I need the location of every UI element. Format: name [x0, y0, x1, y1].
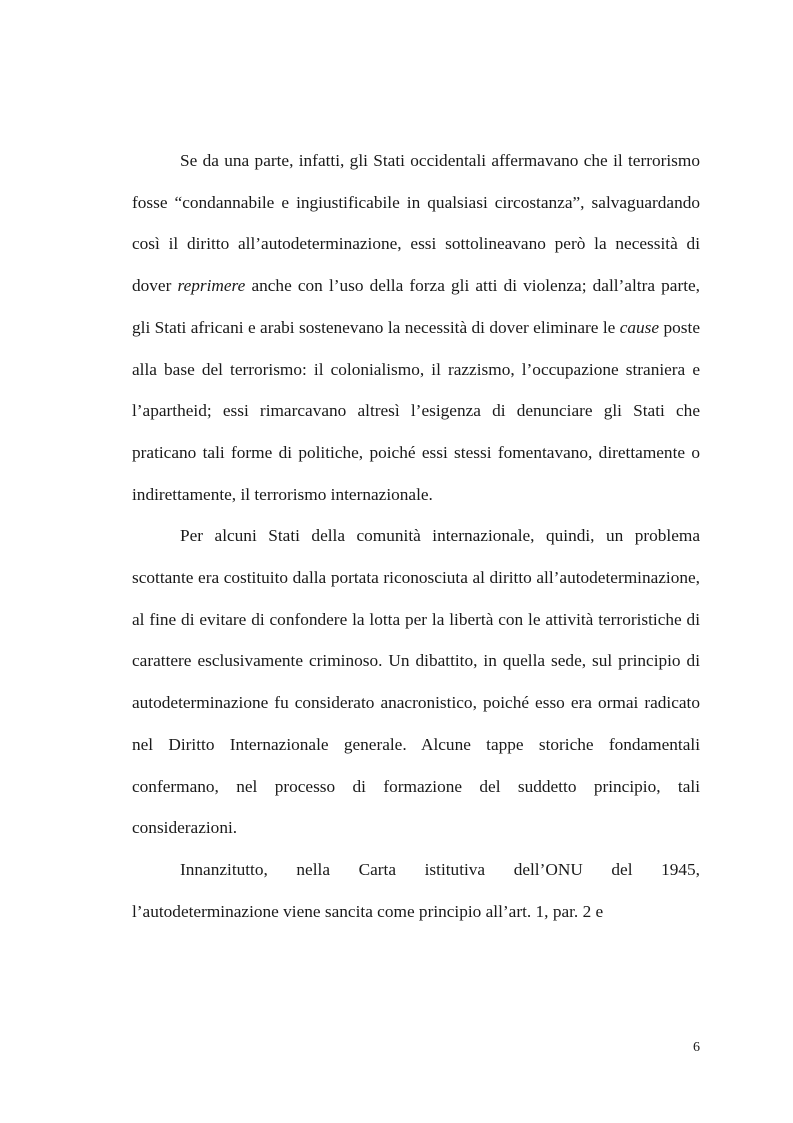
page-number: 6 — [693, 1040, 700, 1055]
paragraph — [132, 140, 700, 515]
text-run: anche con l’uso della forza gli atti di violenza; dall’altra parte, gli Stati africani e arabi sostenevano la necessità di dover eliminare le — [132, 276, 700, 337]
text-run: Se da una parte, infatti, gli Stati occidentali affermavano che il terrorismo fosse “condannabile e ingiustificabile in qualsiasi circostanza”, salvaguardando così il diritto all’autodeterminazione, essi sottolineavano però la necessità di dover — [132, 151, 700, 296]
emphasis-run: reprimere — [177, 276, 246, 296]
text-run: poste alla base del terrorismo: il colonialismo, il razzismo, l’occupazione straniera e l’apartheid; essi rimarcavano altresì l’esigenza di denunciare gli Stati che praticano tali forme di politiche, poiché essi stessi fomentavano, direttamente o indirettamente, il terrorismo internazionale. — [132, 317, 700, 504]
body-text — [132, 140, 700, 932]
text-run: Innanzitutto, nella Carta istitutiva dell’ONU del 1945, l’autodeterminazione viene sancita come principio all’art. 1, par. 2 e — [132, 859, 700, 921]
paragraph — [132, 515, 700, 849]
emphasis-run: cause — [619, 317, 660, 337]
text-run: Per alcuni Stati della comunità internazionale, quindi, un problema scottante era costituito dalla portata riconosciuta al diritto all’autodeterminazione, al fine di evitare di confondere la lotta per la libertà con le attività terroristiche di carattere esclusivamente criminoso. Un dibattito, in quella sede, sul principio di autodeterminazione fu considerato anacronistico, poiché esso era ormai radicato nel Diritto Internazionale generale. Alcune tappe storiche fondamentali confermano, nel processo di formazione del suddetto principio, tali considerazioni. — [132, 526, 700, 838]
paragraph — [132, 849, 700, 932]
